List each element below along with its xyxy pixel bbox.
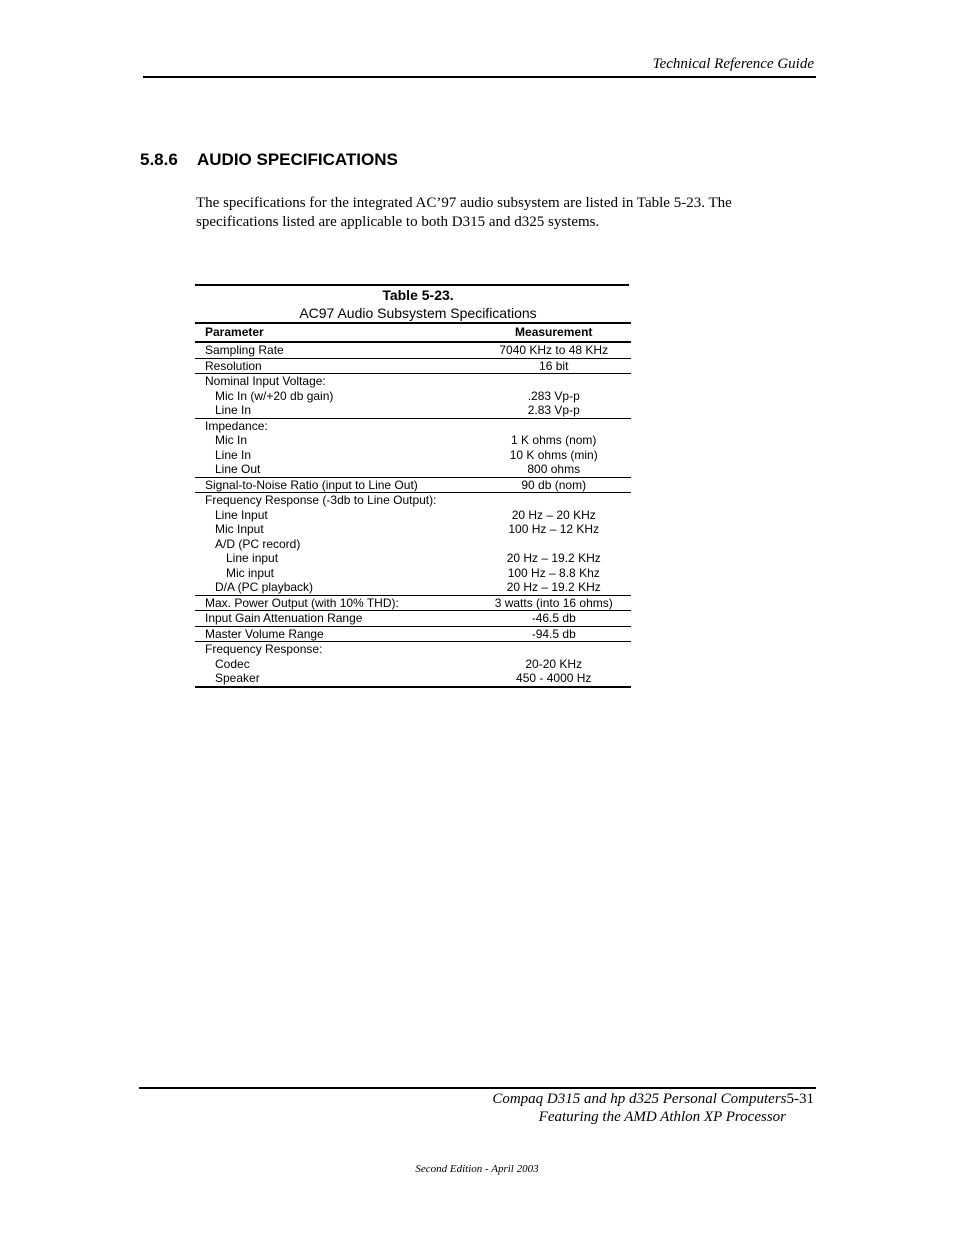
- intro-paragraph: [196, 194, 796, 232]
- parameter-text: Mic input: [226, 565, 275, 580]
- measurement-cell: [476, 642, 631, 687]
- measurement-cell: [476, 477, 631, 493]
- measurement-text: [486, 419, 621, 434]
- parameter-text: Line In: [215, 447, 252, 462]
- parameter-text: Line Out: [215, 462, 261, 476]
- measurement-text: 100 Hz – 12 KHz: [508, 522, 600, 536]
- intro-line: The specifications for the integrated AC’97 audio subsystem are listed in Table 5-23. The: [196, 195, 732, 211]
- measurement-text: 20-20 KHz: [525, 656, 583, 671]
- parameter-text: Line In: [215, 403, 252, 417]
- section-title: AUDIO SPECIFICATIONS: [197, 150, 398, 169]
- parameter-cell: [195, 342, 476, 358]
- footer-rule: [139, 1087, 816, 1089]
- parameter-text: D/A (PC playback): [215, 580, 314, 594]
- table-number: Table 5-23.: [382, 287, 454, 303]
- parameter-cell: [195, 374, 476, 419]
- parameter-text: Mic Input: [215, 522, 264, 536]
- measurement-text: 90 db (nom): [521, 477, 587, 492]
- table-row: [195, 477, 631, 493]
- parameter-text: Mic In: [215, 433, 248, 447]
- measurement-text: [486, 374, 621, 389]
- running-header: Technical Reference Guide: [652, 56, 814, 72]
- measurement-text: 800 ohms: [527, 462, 581, 476]
- parameter-text: Line input: [226, 551, 279, 565]
- parameter-cell: [195, 477, 476, 493]
- parameter-text: Nominal Input Voltage:: [205, 374, 326, 388]
- measurement-text: 450 - 4000 Hz: [516, 671, 592, 685]
- measurement-text: [486, 537, 621, 552]
- measurement-text: [486, 493, 621, 508]
- measurement-text: 16 bit: [539, 358, 569, 373]
- footer-title-line2: Featuring the AMD Athlon XP Processor: [538, 1109, 786, 1125]
- measurement-text: 20 Hz – 19.2 KHz: [506, 551, 601, 565]
- table-row: [195, 642, 631, 687]
- header-rule: [143, 76, 816, 78]
- parameter-text: Line Input: [215, 507, 268, 522]
- parameter-text: Mic In (w/+20 db gain): [215, 388, 334, 403]
- measurement-text: 20 Hz – 20 KHz: [511, 507, 596, 522]
- spec-table: [195, 322, 631, 688]
- measurement-text: 100 Hz – 8.8 Khz: [507, 565, 600, 580]
- parameter-text: Codec: [215, 656, 250, 671]
- parameter-cell: [195, 642, 476, 687]
- column-header-parameter: Parameter: [195, 323, 476, 342]
- page-number: 5-31: [786, 1091, 814, 1107]
- parameter-cell: [195, 358, 476, 374]
- parameter-text: Impedance:: [205, 418, 268, 433]
- parameter-text: Sampling Rate: [205, 343, 284, 357]
- measurement-cell: [476, 342, 631, 358]
- table-row: [195, 418, 631, 477]
- parameter-text: Resolution: [205, 358, 262, 373]
- section-heading: [140, 150, 398, 170]
- measurement-text: 2.83 Vp-p: [527, 403, 580, 417]
- parameter-cell: [195, 493, 476, 596]
- table-row: [195, 626, 631, 642]
- table-header-row: [195, 323, 631, 342]
- table-row: [195, 493, 631, 596]
- measurement-text: 7040 KHz to 48 KHz: [499, 343, 609, 357]
- table-body: [195, 342, 631, 687]
- parameter-text: Max. Power Output (with 10% THD):: [205, 595, 399, 610]
- parameter-cell: [195, 626, 476, 642]
- table-caption: [195, 286, 641, 322]
- table-row: [195, 595, 631, 611]
- table-row: [195, 374, 631, 419]
- parameter-text: Speaker: [215, 671, 260, 685]
- measurement-cell: [476, 611, 631, 627]
- parameter-text: Master Volume Range: [205, 626, 324, 641]
- measurement-text: 1 K ohms (nom): [511, 433, 597, 447]
- table-row: [195, 342, 631, 358]
- measurement-text: 3 watts (into 16 ohms): [494, 595, 613, 610]
- parameter-text: A/D (PC record): [215, 536, 301, 551]
- measurement-cell: [476, 493, 631, 596]
- intro-line: specifications listed are applicable to both D315 and d325 systems.: [196, 214, 600, 230]
- measurement-text: -46.5 db: [531, 611, 576, 625]
- measurement-text: -94.5 db: [531, 626, 576, 641]
- table-title: AC97 Audio Subsystem Specifications: [299, 305, 537, 321]
- measurement-cell: [476, 595, 631, 611]
- measurement-cell: [476, 374, 631, 419]
- footer-title: Compaq D315 and hp d325 Personal Computers: [492, 1091, 787, 1107]
- parameter-cell: [195, 595, 476, 611]
- measurement-cell: [476, 358, 631, 374]
- table-row: [195, 611, 631, 627]
- footer-title-line1: [492, 1091, 814, 1108]
- parameter-text: Frequency Response (-3db to Line Output):: [205, 493, 437, 507]
- measurement-cell: [476, 626, 631, 642]
- measurement-cell: [476, 418, 631, 477]
- measurement-text: .283 Vp-p: [527, 388, 580, 403]
- parameter-cell: [195, 611, 476, 627]
- parameter-text: Input Gain Attenuation Range: [205, 611, 363, 625]
- parameter-text: Signal-to-Noise Ratio (input to Line Out): [205, 477, 418, 492]
- measurement-text: 10 K ohms (min): [509, 447, 598, 462]
- parameter-cell: [195, 418, 476, 477]
- section-number: 5.8.6: [140, 150, 178, 169]
- table-row: [195, 358, 631, 374]
- parameter-text: Frequency Response:: [205, 642, 323, 656]
- measurement-text: 20 Hz – 19.2 KHz: [506, 580, 601, 594]
- measurement-text: [486, 642, 621, 657]
- column-header-measurement: Measurement: [476, 323, 631, 342]
- edition-note: Second Edition - April 2003: [415, 1163, 539, 1175]
